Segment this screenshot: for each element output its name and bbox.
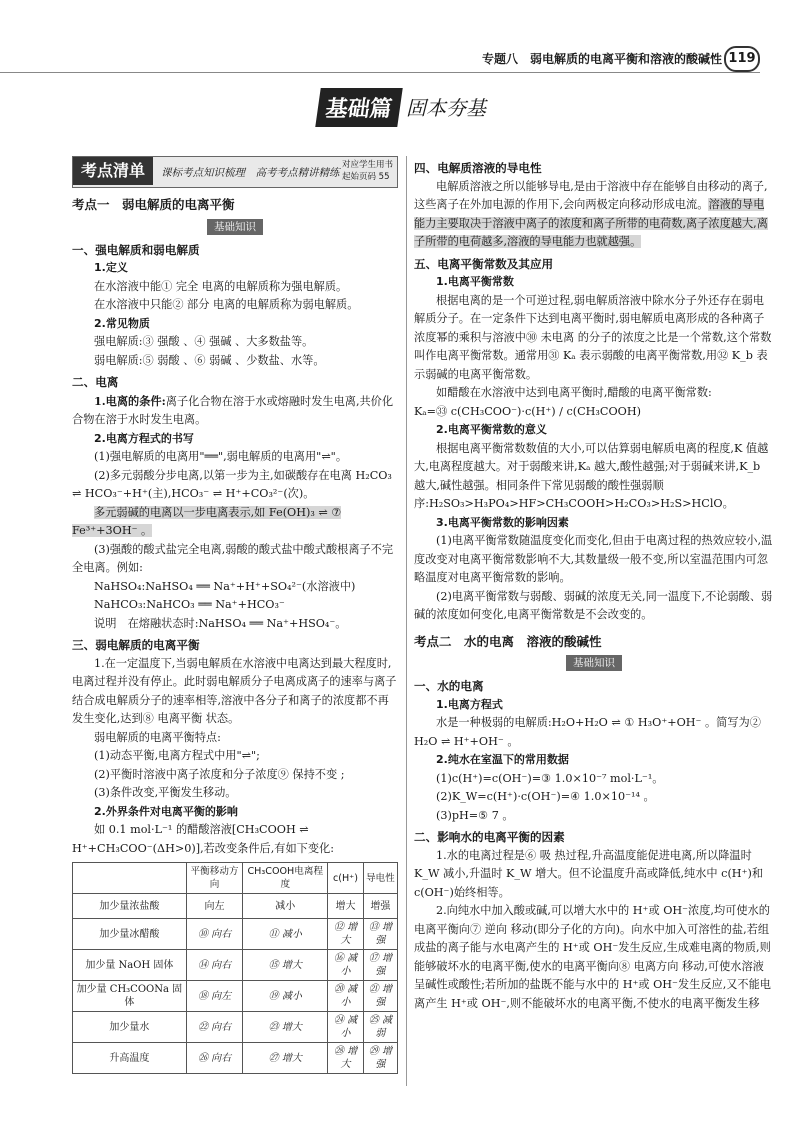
paragraph: (2)多元弱酸分步电离,以第一步为主,如碳酸存在电离 H₂CO₃ ⇌ HCO₃⁻+H⁺(主),HCO₃⁻ ⇌ H⁺+CO₃²⁻(次)。 <box>72 468 392 500</box>
table-cell: ⑳ 减小 <box>328 981 364 1012</box>
section-heading: 五、电离平衡常数及其应用 <box>414 256 554 271</box>
table-row <box>73 894 398 919</box>
kaodian-ref <box>342 159 393 183</box>
paragraph: 弱电解质的电离平衡特点: <box>94 730 221 744</box>
banner-sub: 固本夯基 <box>406 96 486 120</box>
table-cell: ㉘ 增大 <box>328 1043 364 1074</box>
table-cell: 加少量水 <box>73 1012 187 1043</box>
paragraph: (3)强酸的酸式盐完全电离,弱酸的酸式盐中酸式酸根离子不完全电离。例如: <box>72 542 394 574</box>
paragraph: 根据电离平衡常数数值的大小,可以估算弱电解质电离的程度,K 值越大,电离程度越大。对于弱酸来讲,Kₐ 越大,酸性越强;对于弱碱来讲,K_b 越大,碱性越强。相同条件下常见弱酸的酸性强弱顺序:H₂SO₃>H₃PO₄>HF>CH₃COOH>H₂CO₃>H₂S>HClO。 <box>414 441 769 510</box>
subsection-heading: 1.定义 <box>94 261 128 274</box>
table-cell: 加少量浓盐酸 <box>73 894 187 919</box>
basic-knowledge-tag: 基础知识 <box>566 655 622 671</box>
inline-heading: 1.电离的条件: <box>94 393 166 408</box>
table-row <box>73 950 398 981</box>
section-banner <box>318 84 494 128</box>
table-cell: ㉗ 增大 <box>243 1043 328 1074</box>
table-cell: ⑱ 向左 <box>186 981 243 1012</box>
paragraph <box>414 178 774 252</box>
table-cell: ㉑ 增强 <box>363 981 397 1012</box>
highlight-text: 溶液的导电能力主要取决于溶液中离子的浓度和离子所带的电荷数,离子浓度越大,离子所带的电荷越多,溶液的导电能力也就越强。 <box>414 198 768 248</box>
table-cell: 加少量 NaOH 固体 <box>73 950 187 981</box>
table-header-row <box>73 863 398 894</box>
paragraph: (2)电离平衡常数与弱酸、弱碱的浓度无关,同一温度下,不论弱酸、弱碱的浓度如何变化,电离平衡常数是不会改变的。 <box>414 589 773 621</box>
highlight-text: 多元弱碱的电离以一步电离表示,如 Fe(OH)₃ ⇌ ⑦ Fe³⁺+3OH⁻ 。 <box>72 505 342 537</box>
section-heading: 一、强电解质和弱电解质 <box>72 242 200 257</box>
section-heading: 一、水的电离 <box>414 679 484 693</box>
table-cell: ⑪ 减小 <box>243 919 328 950</box>
section-heading: 二、电离 <box>72 375 119 389</box>
subsection-heading: 2.电离平衡常数的意义 <box>436 423 547 436</box>
paragraph: 1.水的电离过程是⑥ 吸 热过程,升高温度能促进电离,所以降温时 K_W 减小,升温时 K_W 增大。但不论温度升高或降低,纯水中 c(H⁺)和 c(OH⁻)始终相等。 <box>414 848 764 899</box>
ref-line-1: 对应学生用书 <box>341 160 393 170</box>
section-heading: 三、弱电解质的电离平衡 <box>72 638 200 652</box>
table-header-cell: c(H⁺) <box>328 863 364 894</box>
paragraph: 2.向纯水中加入酸或碱,可以增大水中的 H⁺或 OH⁻浓度,均可使水的电离平衡向⑦ 逆向 移动(即分子化的方向)。向水中加入可溶性的盐,若组成盐的离子能与水电离产生的 H⁺或 OH⁻发生反应,生成难电离的物质,则能够破坏水的电离平衡,使水的电离平衡向⑧ 电离方向 移动,可使水溶液呈碱性或酸性;若所加的盐既不能与水中的 H⁺或 OH⁻发生反应,又不能电离产生 H⁺或 OH⁻,则不能破坏水的电离平衡,不使水的电离平衡发生移 <box>414 904 771 1010</box>
condition-change-table <box>72 862 398 1074</box>
paragraph: (1)动态平衡,电离方程式中用"⇌"; <box>94 749 260 762</box>
table-row <box>73 1043 398 1074</box>
paragraph <box>72 392 398 430</box>
table-row <box>73 981 398 1012</box>
table-cell: ㉓ 增大 <box>243 1012 328 1043</box>
point-one-title: 考点一 弱电解质的电离平衡 <box>72 197 235 212</box>
table-cell: ⑯ 减小 <box>328 950 364 981</box>
column-divider <box>406 156 407 1086</box>
table-cell: 增大 <box>328 894 364 919</box>
paragraph: 水是一种极弱的电解质:H₂O+H₂O ⇌ ① H₃O⁺+OH⁻ 。简写为② H₂O ⇌ H⁺+OH⁻ 。 <box>414 716 761 748</box>
table-cell: 增强 <box>363 894 397 919</box>
table-cell: ⑬ 增强 <box>363 919 397 950</box>
subsection-heading: 2.外界条件对电离平衡的影响 <box>94 804 238 818</box>
table-row <box>73 1012 398 1043</box>
table-cell: ⑮ 增大 <box>243 950 328 981</box>
table-cell: 升高温度 <box>73 1043 187 1074</box>
table-cell: ⑰ 增强 <box>363 950 397 981</box>
table-cell: ㉕ 减弱 <box>363 1012 397 1043</box>
paragraph: (2)平衡时溶液中离子浓度和分子浓度⑨ 保持不变 ; <box>94 767 345 781</box>
subsection-heading: 2.纯水在室温下的常用数据 <box>436 753 569 766</box>
kaodian-slogan: 课标考点知识梳理 高考考点精讲精练 <box>161 167 340 179</box>
subsection-heading: 3.电离平衡常数的影响因素 <box>436 515 569 529</box>
paragraph: 弱电解质:⑤ 弱酸 、⑥ 弱碱 、少数盐、水等。 <box>94 353 325 367</box>
subsection-heading: 1.电离方程式 <box>436 697 503 711</box>
table-header-cell: 导电性 <box>363 863 397 894</box>
kaodian-bar <box>72 156 398 188</box>
paragraph <box>72 504 398 541</box>
paragraph: 1.在一定温度下,当弱电解质在水溶液中电离达到最大程度时,电离过程并没有停止。此时弱电解质分子电离成离子的速率与离子结合成电解质分子的速率相等,溶液中各分子和离子的浓度都不再发生变化,达到⑧ 电离平衡 状态。 <box>72 656 397 725</box>
subsection-heading: 2.常见物质 <box>94 316 150 330</box>
table-header-cell: 平衡移动方向 <box>186 863 243 894</box>
inline-text: 离子化合物在溶于水或熔融时发生电离,共价化合物在溶于水时发生电离。 <box>72 394 394 426</box>
table-cell: ⑫ 增大 <box>328 919 364 950</box>
table-cell: ㉔ 减小 <box>328 1012 364 1043</box>
point-two-title: 考点二 水的电离 溶液的酸碱性 <box>414 633 602 649</box>
subsection-heading: 1.电离平衡常数 <box>436 275 514 288</box>
table-row <box>73 919 398 950</box>
table-cell: 减小 <box>243 894 328 919</box>
table-cell: 加少量 CH₃COONa 固体 <box>73 981 187 1012</box>
basic-knowledge-tag: 基础知识 <box>207 219 263 235</box>
paragraph: 强电解质:③ 强酸 、④ 强碱 、大多数盐等。 <box>94 335 314 348</box>
note-line: 说明 在熔融状态时:NaHSO₄ ══ Na⁺+HSO₄⁻。 <box>94 616 347 630</box>
table-cell: ㉒ 向右 <box>186 1012 243 1043</box>
table-cell: ㉙ 增强 <box>363 1043 397 1074</box>
table-cell: ⑭ 向右 <box>186 950 243 981</box>
paragraph: 在水溶液中只能② 部分 电离的电解质称为弱电解质。 <box>94 298 359 311</box>
paragraph: (3)条件改变,平衡发生移动。 <box>94 786 237 799</box>
paragraph: 在水溶液中能① 完全 电离的电解质称为强电解质。 <box>94 279 348 293</box>
table-header-cell: CH₃COOH电离程度 <box>243 863 328 894</box>
table-header-cell <box>73 863 187 894</box>
table-cell: 向左 <box>186 894 243 919</box>
paragraph: 如醋酸在水溶液中达到电离平衡时,醋酸的电离平衡常数: <box>436 386 712 399</box>
ref-line-2: 起始页码 55 <box>341 172 390 182</box>
left-column <box>72 156 398 1074</box>
page-number: 119 <box>724 46 760 72</box>
header-title: 专题八 弱电解质的电离平衡和溶液的酸碱性 <box>481 52 722 66</box>
banner-main: 基础篇 <box>315 88 402 127</box>
right-column <box>414 156 774 1013</box>
paragraph: 根据电离的是一个可逆过程,弱电解质溶液中除水分子外还存在弱电解质分子。在一定条件下达到电离平衡时,弱电解质电离形成的各种离子浓度幂的乘积与溶液中㉚ 未电离 的分子的浓度之比是一个常数,这个常数叫作电离平衡常数。通常用㉛ Kₐ 表示弱酸的电离平衡常数,用㉜ K_b 表示弱碱的电离平衡常数。 <box>414 293 772 381</box>
inline-text: 电解质溶液之所以能够导电,是由于溶液中存在能够自由移动的离子,这些离子在外加电源的作用下,会向两极定向移动形成电流。 <box>414 179 768 211</box>
kaodian-title: 考点清单 <box>73 157 153 185</box>
section-heading: 四、电解质溶液的导电性 <box>414 161 542 175</box>
subsection-heading: 2.电离方程式的书写 <box>94 431 194 445</box>
paragraph: (1)c(H⁺)=c(OH⁻)=③ 1.0×10⁻⁷ mol·L⁻¹。 <box>436 771 664 785</box>
formula-line: Kₐ=㉝ c(CH₃COO⁻)·c(H⁺) / c(CH₃COOH) <box>414 404 641 418</box>
header-divider <box>0 72 760 73</box>
table-cell: ㉖ 向右 <box>186 1043 243 1074</box>
table-cell: ⑩ 向右 <box>186 919 243 950</box>
formula-line: NaHCO₃:NaHCO₃ ══ Na⁺+HCO₃⁻ <box>94 598 285 611</box>
section-heading: 二、影响水的电离平衡的因素 <box>414 830 565 844</box>
formula-line: NaHSO₄:NaHSO₄ ══ Na⁺+H⁺+SO₄²⁻(水溶液中) <box>94 579 356 593</box>
table-cell: ⑲ 减小 <box>243 981 328 1012</box>
paragraph: (2)K_W=c(H⁺)·c(OH⁻)=④ 1.0×10⁻¹⁴ 。 <box>436 790 655 803</box>
paragraph: 如 0.1 mol·L⁻¹ 的醋酸溶液[CH₃COOH ⇌ H⁺+CH₃COO⁻(ΔH>0)],若改变条件后,有如下变化: <box>72 823 335 855</box>
paragraph: (1)电离平衡常数随温度变化而变化,但由于电离过程的热效应较小,温度改变对电离平衡常数影响不大,其数量级一般不变,所以室温范围内可忽略温度对电离平衡常数的影响。 <box>414 534 773 584</box>
page-header <box>0 44 800 72</box>
table-cell: 加少量冰醋酸 <box>73 919 187 950</box>
paragraph: (3)pH=⑤ 7 。 <box>436 808 514 822</box>
paragraph: (1)强电解质的电离用"══",弱电解质的电离用"⇌"。 <box>94 450 348 463</box>
